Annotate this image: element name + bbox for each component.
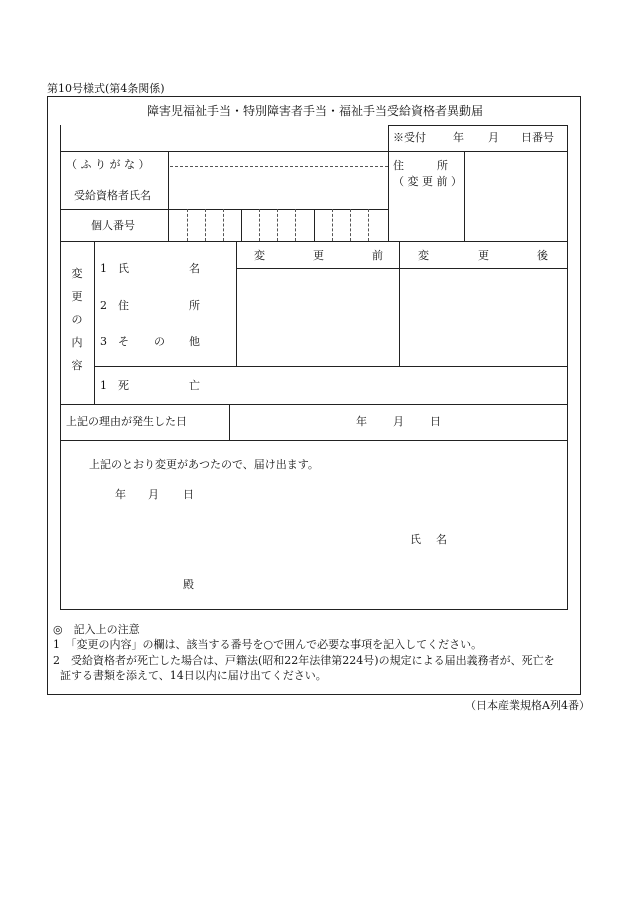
item-1-number: 1 xyxy=(100,262,107,275)
item-2-number: 2 xyxy=(100,299,107,312)
individual-number-input[interactable] xyxy=(170,211,386,239)
notes-header: ◎ 記入上の注意 xyxy=(53,623,140,636)
note-1: 1 「変更の内容」の欄は、該当する番号を○で囲んで必要な事項を記入してください。 xyxy=(53,638,483,651)
reception-day-number: 日番号 xyxy=(521,131,554,144)
item-1-label-a: 氏 xyxy=(118,262,129,275)
note-2-line-1: 2 受給資格者が死亡した場合は、戸籍法(昭和22年法律第224号)の規定による届出義務者が、死亡を xyxy=(53,654,555,667)
item-3-label-c: 他 xyxy=(189,335,200,348)
declaration-text: 上記のとおり変更があつたので、届け出ます。 xyxy=(89,458,319,471)
submit-year: 年 xyxy=(115,488,126,501)
reason-year: 年 xyxy=(356,415,367,428)
reception-year: 年 xyxy=(453,131,464,144)
individual-number-label: 個人番号 xyxy=(91,219,135,232)
applicant-name-b: 名 xyxy=(436,533,447,546)
address-input-area[interactable] xyxy=(466,153,566,239)
reason-date-label: 上記の理由が発生した日 xyxy=(66,415,187,428)
item-3-label-a: そ xyxy=(118,335,129,348)
address-label-sub: （ 変 更 前 ） xyxy=(393,175,462,188)
submit-month: 月 xyxy=(148,488,159,501)
submit-day: 日 xyxy=(183,488,194,501)
item-1-label-c: 名 xyxy=(189,262,200,275)
reception-month: 月 xyxy=(488,131,499,144)
note-2-line-2: 証する書類を添えて、14日以内に届け出てください。 xyxy=(60,669,327,682)
after-change-b: 更 xyxy=(478,249,489,262)
form-number: 第10号様式(第4条関係) xyxy=(47,82,165,95)
reception-label: ※受付 xyxy=(393,131,426,144)
furigana-label: （ ふ り が な ） xyxy=(66,158,150,171)
before-change-c: 前 xyxy=(372,249,383,262)
item-3-number: 3 xyxy=(100,335,107,348)
name-label: 受給資格者氏名 xyxy=(74,189,151,202)
death-number: 1 xyxy=(100,379,107,392)
form-title: 障害児福祉手当・特別障害者手当・福祉手当受給資格者異動届 xyxy=(146,104,483,118)
death-label-c: 亡 xyxy=(189,379,200,392)
addressee: 殿 xyxy=(183,578,194,591)
reason-day: 日 xyxy=(430,415,441,428)
applicant-name-a: 氏 xyxy=(410,533,421,546)
reason-month: 月 xyxy=(393,415,404,428)
before-change-a: 変 xyxy=(254,249,265,262)
name-input-area[interactable] xyxy=(170,170,386,208)
address-label: 住 所 xyxy=(393,159,448,172)
after-change-input[interactable] xyxy=(401,270,566,365)
footer-standard: （日本産業規格A列4番） xyxy=(465,699,590,712)
item-2-label-a: 住 xyxy=(118,299,129,312)
item-3-label-b: の xyxy=(154,335,165,348)
after-change-c: 後 xyxy=(537,249,548,262)
after-change-a: 変 xyxy=(418,249,429,262)
before-change-b: 更 xyxy=(313,249,324,262)
item-2-label-c: 所 xyxy=(189,299,200,312)
death-label-a: 死 xyxy=(118,379,129,392)
before-change-input[interactable] xyxy=(238,270,398,365)
